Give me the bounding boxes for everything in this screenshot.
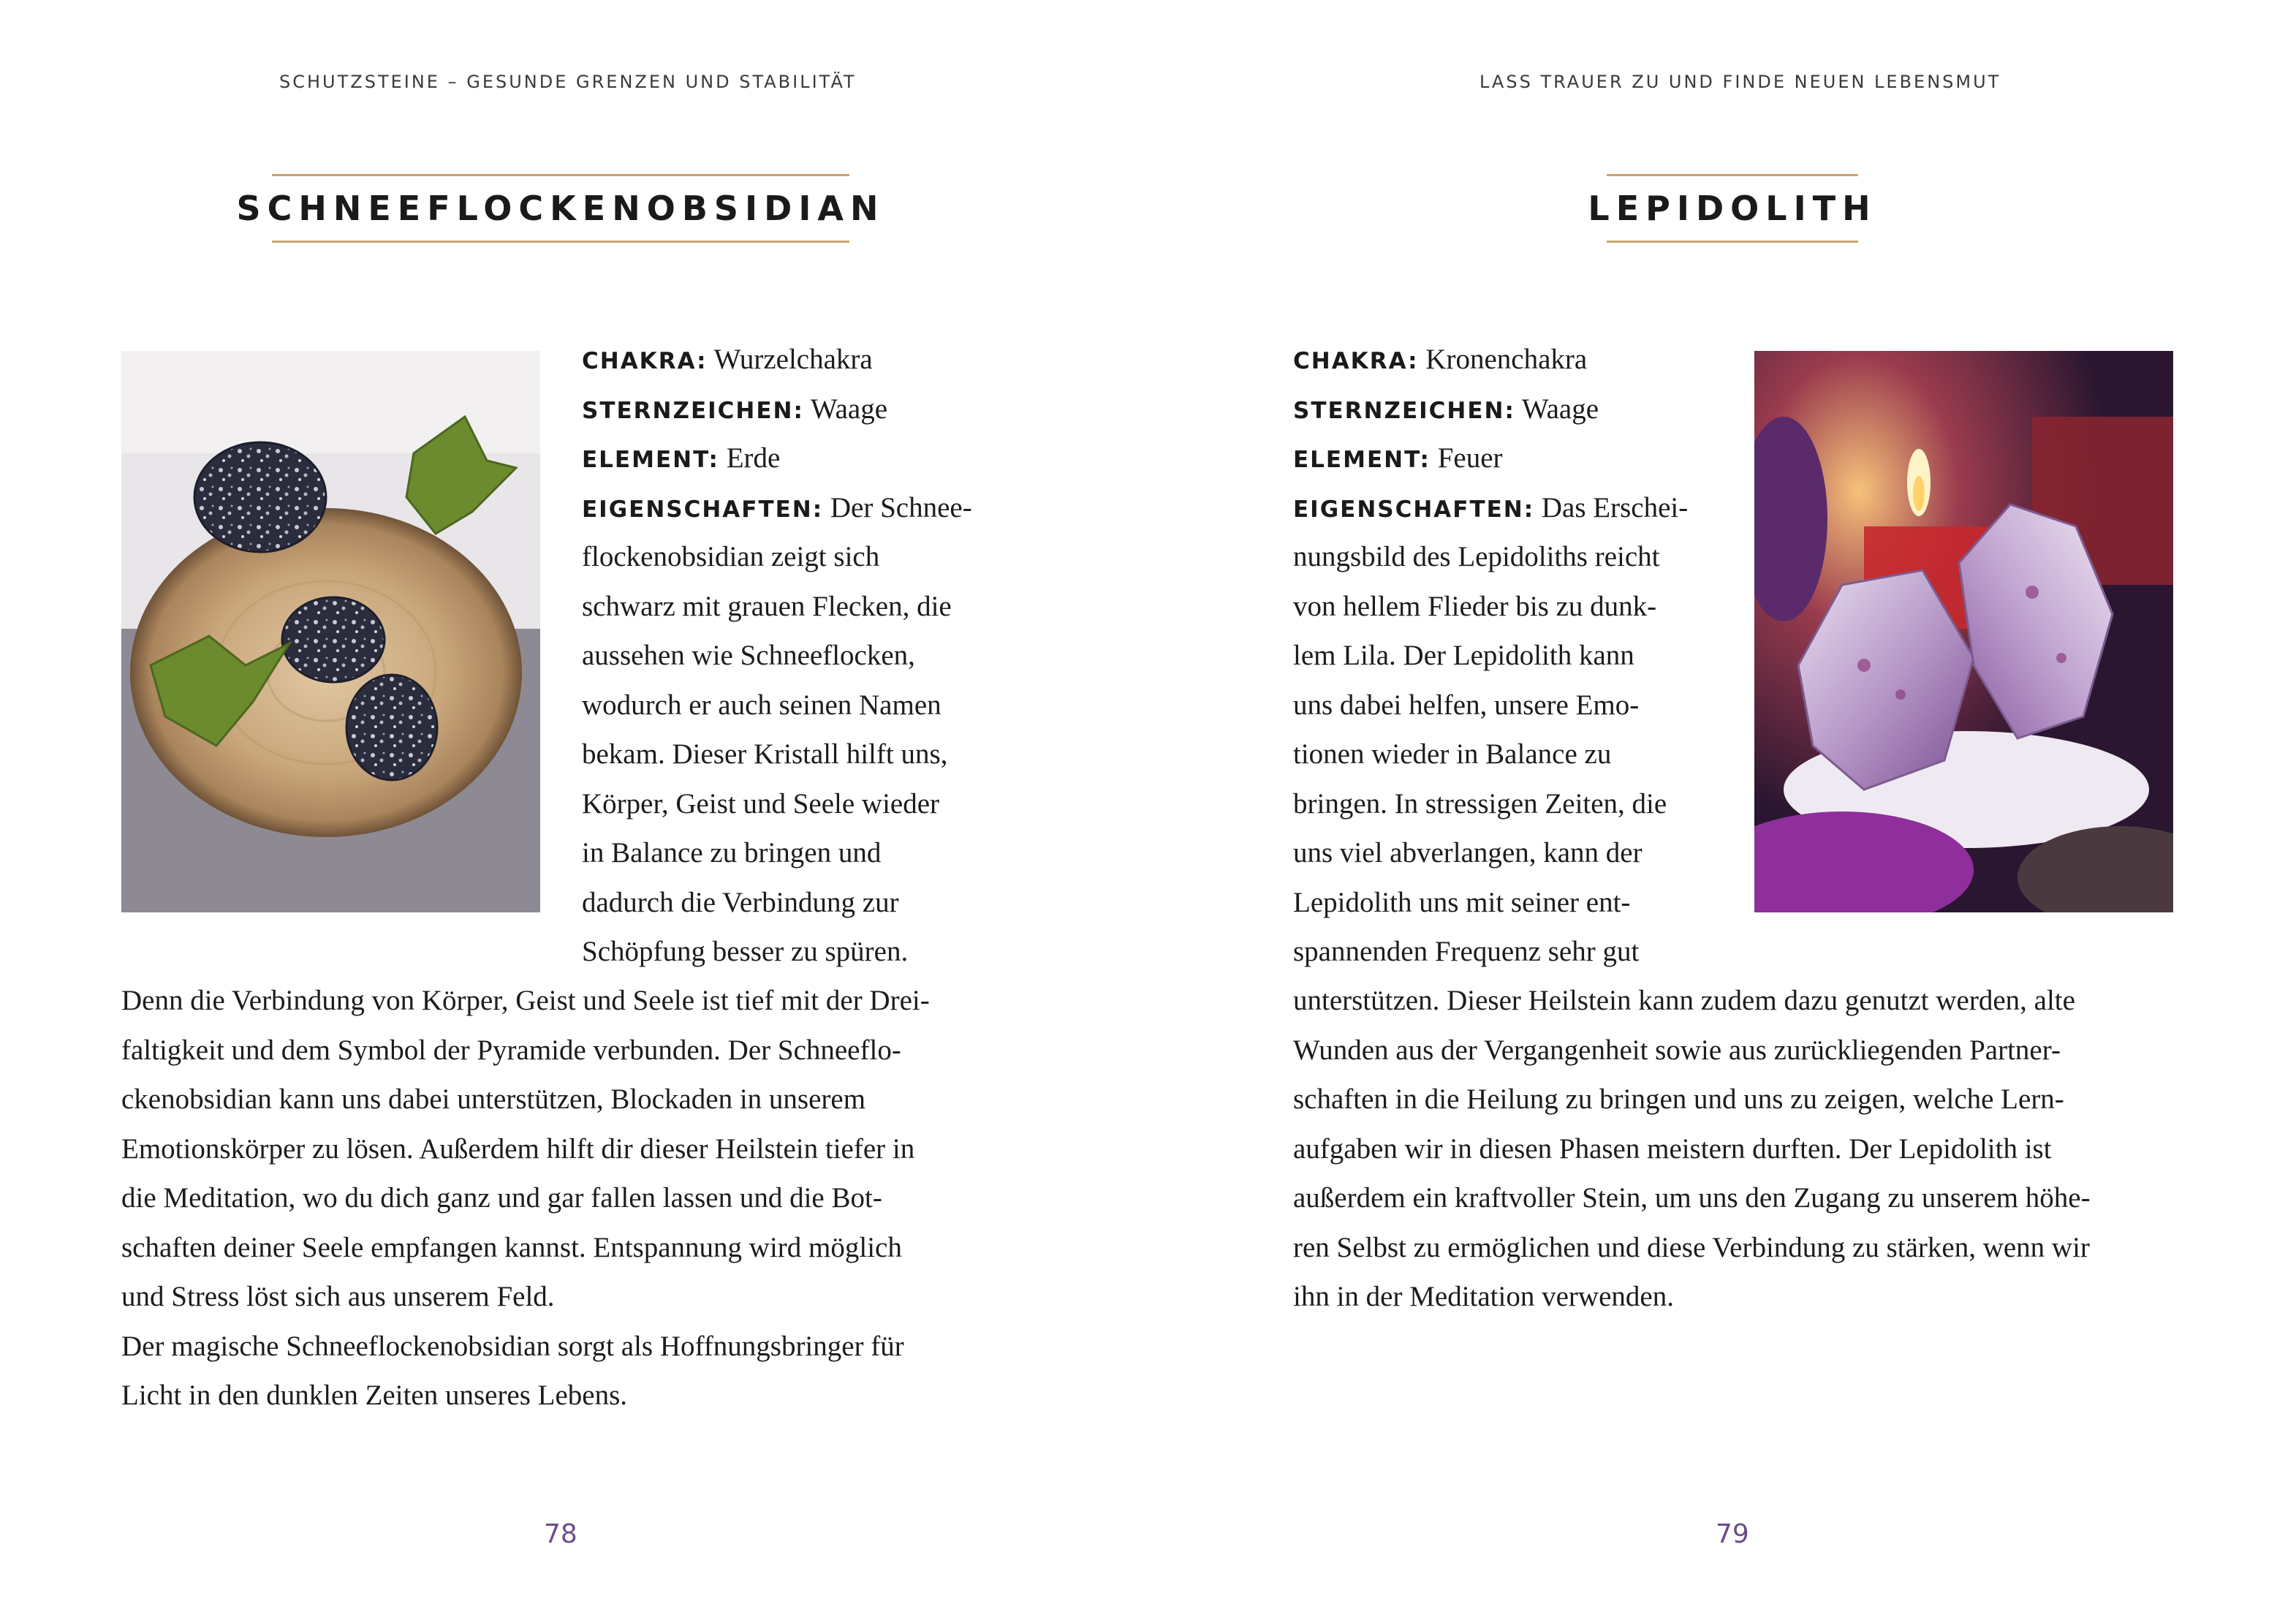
zodiac-line	[1293, 385, 1688, 434]
text-line: nungsbild des Lepidoliths reicht	[1293, 541, 1660, 572]
zodiac-value: Waage	[803, 393, 888, 425]
text-line: ckenobsidian kann uns dabei unterstützen, Blockaden in unserem	[121, 1083, 866, 1115]
text-line: Schöpfung besser zu spüren.	[582, 936, 909, 967]
right-page	[1148, 0, 2296, 1623]
page-number: 79	[1716, 1519, 1749, 1549]
element-label: ELEMENT:	[582, 447, 719, 473]
text-line: Das Erschei-	[1534, 491, 1689, 523]
text-line: in Balance zu bringen und	[582, 837, 882, 869]
text-line: von hellem Flieder bis zu dunk-	[1293, 590, 1657, 622]
body-paragraph	[121, 976, 930, 1420]
text-line: spannenden Frequenz sehr gut	[1293, 936, 1640, 967]
properties-line	[1293, 483, 1688, 533]
stone-title: SCHNEEFLOCKENOBSIDIAN	[236, 189, 885, 228]
element-line	[582, 434, 972, 483]
running-head: SCHUTZSTEINE – GESUNDE GRENZEN UND STABILITÄT	[279, 72, 857, 92]
text-line: die Meditation, wo du dich ganz und gar fallen lassen und die Bot-	[121, 1182, 882, 1214]
text-line: Lepidolith uns mit seiner ent-	[1293, 886, 1631, 918]
text-line: tionen wieder in Balance zu	[1293, 738, 1612, 770]
stone-title: LEPIDOLITH	[1588, 189, 1877, 228]
chakra-line	[582, 335, 972, 385]
text-line: bekam. Dieser Kristall hilft uns,	[582, 738, 948, 770]
text-line: wodurch er auch seinen Namen	[582, 689, 941, 721]
text-line: uns viel abverlangen, kann der	[1293, 837, 1643, 869]
text-line: aufgaben wir in diesen Phasen meistern durften. Der Lepidolith ist	[1293, 1132, 2052, 1165]
element-value: Erde	[719, 442, 781, 474]
properties-line	[582, 483, 972, 533]
text-line: Der magische Schneeflockenobsidian sorgt als Hoffnungsbringer für	[121, 1330, 904, 1362]
page-number: 78	[544, 1519, 577, 1549]
properties-label: EIGENSCHAFTEN:	[1293, 496, 1535, 523]
snowflake-obsidian-photo	[121, 351, 540, 912]
text-line: und Stress löst sich aus unserem Feld.	[121, 1281, 555, 1312]
text-line: ren Selbst zu ermöglichen und diese Verbindung zu stärken, wenn wir	[1293, 1231, 2090, 1263]
text-line: faltigkeit und dem Symbol der Pyramide verbunden. Der Schneeflo-	[121, 1034, 901, 1066]
chakra-line	[1293, 335, 1688, 385]
properties-label: EIGENSCHAFTEN:	[582, 496, 824, 523]
text-line: Der Schnee-	[823, 491, 972, 523]
element-value: Feuer	[1430, 442, 1503, 474]
text-line: lem Lila. Der Lepidolith kann	[1293, 640, 1634, 671]
text-line: aussehen wie Schneeflocken,	[582, 640, 915, 671]
text-line: uns dabei helfen, unsere Emo-	[1293, 689, 1640, 721]
text-line: Denn die Verbindung von Körper, Geist und Seele ist tief mit der Drei-	[121, 985, 930, 1016]
body-paragraph	[1293, 976, 2091, 1322]
zodiac-label: STERNZEICHEN:	[1293, 397, 1515, 424]
element-label: ELEMENT:	[1293, 447, 1431, 473]
element-line	[1293, 434, 1688, 483]
text-line: schaften deiner Seele empfangen kannst. Entspannung wird möglich	[121, 1231, 902, 1263]
facts-column	[582, 335, 972, 977]
facts-column	[1293, 335, 1688, 977]
running-head: LASS TRAUER ZU UND FINDE NEUEN LEBENSMUT	[1479, 72, 2001, 92]
text-line: Wunden aus der Vergangenheit sowie aus zurückliegenden Partner-	[1293, 1034, 2061, 1066]
chapter-title-block	[236, 174, 885, 243]
chakra-label: CHAKRA:	[582, 348, 708, 374]
lepidolith-photo	[1754, 351, 2173, 912]
zodiac-label: STERNZEICHEN:	[582, 397, 804, 424]
text-line: dadurch die Verbindung zur	[582, 886, 899, 918]
text-line: unterstützen. Dieser Heilstein kann zudem dazu genutzt werden, alte	[1293, 985, 2075, 1016]
chakra-value: Kronenchakra	[1418, 344, 1588, 375]
text-line: schaften in die Heilung zu bringen und uns zu zeigen, welche Lern-	[1293, 1083, 2064, 1115]
text-line: außerdem ein kraftvoller Stein, um uns den Zugang zu unserem höhe-	[1293, 1182, 2091, 1214]
text-line: schwarz mit grauen Flecken, die	[582, 590, 952, 622]
text-line: Licht in den dunklen Zeiten unseres Lebens.	[121, 1380, 628, 1411]
text-line: bringen. In stressigen Zeiten, die	[1293, 787, 1667, 820]
zodiac-line	[582, 385, 972, 434]
text-line: Emotionskörper zu lösen. Außerdem hilft dir dieser Heilstein tiefer in	[121, 1132, 915, 1165]
chakra-label: CHAKRA:	[1293, 348, 1419, 374]
text-line: ihn in der Meditation verwenden.	[1293, 1281, 1674, 1312]
chapter-title-block	[1588, 174, 1877, 243]
text-line: flockenobsidian zeigt sich	[582, 541, 880, 572]
zodiac-value: Waage	[1515, 393, 1599, 425]
chakra-value: Wurzelchakra	[707, 344, 873, 375]
text-line: Körper, Geist und Seele wieder	[582, 787, 940, 820]
